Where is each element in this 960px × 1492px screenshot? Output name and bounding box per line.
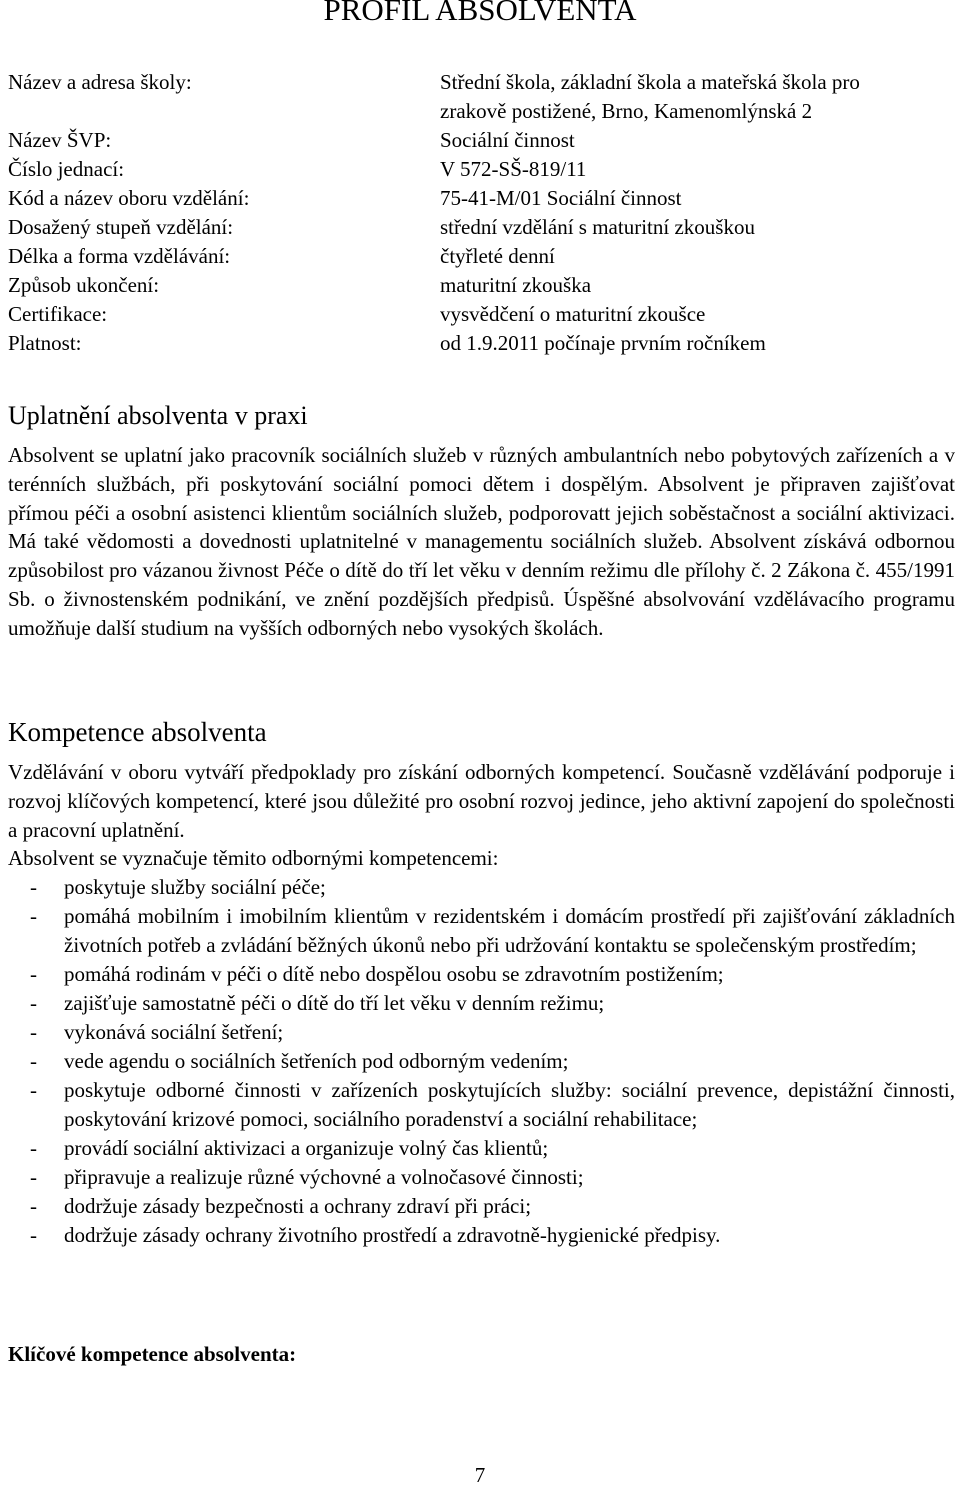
reference-number-label: Číslo jednací: [8, 157, 125, 181]
document-title: PROFIL ABSOLVENTA [323, 0, 637, 27]
dash-marker: - [30, 1194, 37, 1218]
list-item [8, 1047, 955, 1076]
svp-value: Sociální činnost [440, 128, 575, 152]
school-name-value-line1: Střední škola, základní škola a mateřská škola pro [440, 70, 860, 94]
field-code-label: Kód a název oboru vzdělání: [8, 186, 250, 210]
dash-marker: - [30, 1020, 37, 1044]
list-item [8, 1018, 955, 1047]
validity-label: Platnost: [8, 331, 82, 355]
section-heading-employment: Uplatnění absolventa v praxi [8, 401, 308, 430]
list-item [8, 1076, 955, 1134]
list-item [8, 1163, 955, 1192]
list-item-text: vykonává sociální šetření; [64, 1020, 284, 1044]
list-item-text: zajišťuje samostatně péči o dítě do tří let věku v denním režimu; [64, 991, 605, 1015]
page-number: 7 [474, 1463, 486, 1487]
field-code-value: 75-41-M/01 Sociální činnost [440, 186, 682, 210]
list-item-text: pomáhá rodinám v péči o dítě nebo dospělou osobu se zdravotním postižením; [64, 962, 724, 986]
dash-marker: - [30, 1078, 37, 1102]
employment-paragraph: Absolvent se uplatní jako pracovník sociálních služeb v různých ambulantních nebo pobytových zařízeních a v terénních službách, při poskytování sociální pomoci dětem i dospělým. Absolvent je připraven zajišťovat přímou péči a osobní asistenci klientům sociálních služeb, podporovatt jejich soběstačnost a sociální aktivizaci. Má také vědomosti a dovednosti uplatnitelné v managementu sociálních služeb. Absolvent získává odbornou způsobilost pro vázanou živnost Péče o dítě do tří let věku v denním režimu dle přílohy č. 2 Zákona č. 455/1991 Sb. o živnostenském podnikání, ve znění pozdějších předpisů. Úspěšné absolvování vzdělávacího programu umožňuje další studium na vyšších odborných nebo vysokých školách. [8, 443, 955, 640]
section-heading-key-competences: Klíčové kompetence absolventa: [8, 1342, 297, 1366]
list-item [8, 902, 955, 960]
list-item-text: dodržuje zásady bezpečnosti a ochrany zdraví při práci; [64, 1194, 532, 1218]
list-item [8, 1192, 955, 1221]
school-name-value-line2: zrakově postižené, Brno, Kamenomlýnská 2 [440, 99, 813, 123]
completion-value: maturitní zkouška [440, 273, 592, 297]
duration-label: Délka a forma vzdělávání: [8, 244, 231, 268]
list-item-text: pomáhá mobilním i imobilním klientům v rezidentském i domácím prostředí při zajišťování základních životních potřeb a zvládání běžných úkonů nebo při udržování kontaktu se společenským prostředím; [64, 904, 955, 957]
list-item [8, 873, 955, 902]
school-name-label: Název a adresa školy: [8, 70, 192, 94]
list-item-text: provádí sociální aktivizaci a organizuje volný čas klientů; [64, 1136, 549, 1160]
list-item [8, 1221, 955, 1250]
validity-value: od 1.9.2011 počínaje prvním ročníkem [440, 331, 766, 355]
info-row-completion [8, 271, 953, 300]
certification-value: vysvědčení o maturitní zkoušce [440, 302, 706, 326]
section-heading-competences: Kompetence absolventa [8, 717, 267, 747]
competences-intro: Absolvent se vyznačuje těmito odbornými kompetencemi: [8, 846, 499, 870]
reference-number-value: V 572-SŠ-819/11 [440, 157, 587, 181]
info-row-field-code [8, 184, 953, 213]
duration-value: čtyřleté denní [440, 244, 555, 268]
dash-marker: - [30, 875, 37, 899]
dash-marker: - [30, 1165, 37, 1189]
competences-paragraph: Vzdělávání v oboru vytváří předpoklady pro získání odborných kompetencí. Současně vzdělávání podporuje i rozvoj klíčových kompetencí, které jsou důležité pro osobní rozvoj jedince, jeho aktivní zapojení do společnosti a pracovní uplatnění. [8, 760, 955, 842]
education-level-label: Dosažený stupeň vzdělání: [8, 215, 234, 239]
certification-label: Certifikace: [8, 302, 108, 326]
list-item [8, 989, 955, 1018]
list-item-text: vede agendu o sociálních šetřeních pod odborným vedením; [64, 1049, 569, 1073]
dash-marker: - [30, 1223, 37, 1247]
dash-marker: - [30, 904, 37, 928]
info-row-level [8, 213, 953, 242]
competences-list [8, 873, 955, 1250]
info-row-school [8, 68, 953, 123]
education-level-value: střední vzdělání s maturitní zkouškou [440, 215, 755, 239]
info-row-certification [8, 300, 953, 329]
list-item-text: poskytuje odborné činnosti v zařízeních poskytujících služby: sociální prevence, depistážní činnosti, poskytování krizové pomoci, sociálního poradenství a sociální rehabilitace; [64, 1078, 955, 1131]
dash-marker: - [30, 991, 37, 1015]
list-item-text: poskytuje služby sociální péče; [64, 875, 326, 899]
info-row-svp [8, 126, 953, 155]
completion-label: Způsob ukončení: [8, 273, 160, 297]
list-item-text: připravuje a realizuje různé výchovné a volnočasové činnosti; [64, 1165, 584, 1189]
list-item-text: dodržuje zásady ochrany životního prostředí a zdravotně-hygienické předpisy. [64, 1223, 721, 1247]
dash-marker: - [30, 1136, 37, 1160]
list-item [8, 960, 955, 989]
info-row-validity [8, 329, 953, 358]
svp-label: Název ŠVP: [8, 128, 112, 152]
dash-marker: - [30, 962, 37, 986]
list-item [8, 1134, 955, 1163]
info-row-reference [8, 155, 953, 184]
info-row-duration [8, 242, 953, 271]
dash-marker: - [30, 1049, 37, 1073]
